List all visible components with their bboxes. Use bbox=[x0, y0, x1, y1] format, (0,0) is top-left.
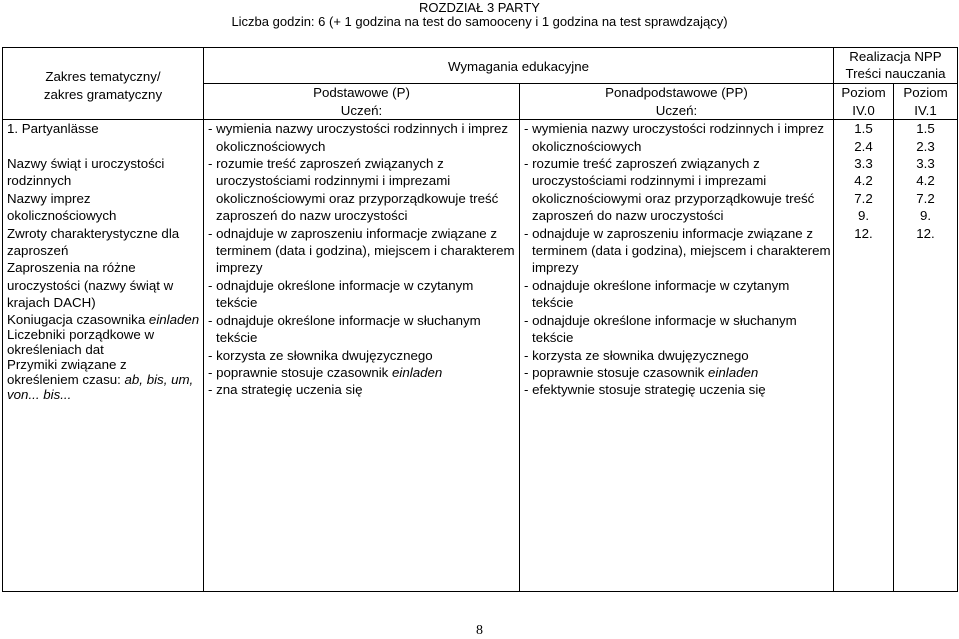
requirement-line: - efektywnie stosuje strategię uczenia się bbox=[524, 382, 766, 398]
requirement-line: - wymienia nazwy uroczystości rodzinnych i imprez bbox=[208, 121, 509, 137]
extended-level-header bbox=[520, 84, 834, 120]
topic-cell bbox=[3, 120, 204, 592]
requirement-line: zaproszeń do nazw uroczystości bbox=[532, 208, 724, 224]
level-code: 12. bbox=[916, 225, 935, 241]
requirement-line: - korzysta ze słownika dwujęzycznego bbox=[524, 347, 749, 363]
requirement-line: - wymienia nazwy uroczystości rodzinnych i imprez bbox=[524, 121, 825, 137]
requirement-line: - odnajduje określone informacje w słuchanym bbox=[208, 312, 481, 328]
level-b-code: IV.1 bbox=[914, 102, 937, 118]
extended-level-label: Ponadpodstawowe (PP) bbox=[605, 85, 748, 101]
npp-header-line2: Treści nauczania bbox=[845, 66, 946, 82]
topic-line: Nazwy świąt i uroczystości bbox=[7, 156, 165, 172]
level-b-header bbox=[894, 84, 958, 120]
level-code: 1.5 bbox=[916, 121, 935, 137]
requirement-line: terminem (data i godzina), miejscem i charakterem bbox=[532, 243, 831, 259]
table-header-row-1 bbox=[3, 48, 958, 84]
requirement-line: tekście bbox=[216, 330, 258, 346]
requirements-header: Wymagania edukacyjne bbox=[204, 48, 834, 84]
basic-level-label: Podstawowe (P) bbox=[313, 85, 410, 101]
level-code: 4.2 bbox=[854, 173, 873, 189]
requirement-line: imprezy bbox=[532, 260, 579, 276]
level-code: 7.2 bbox=[916, 190, 935, 206]
topic-column-header bbox=[3, 48, 204, 120]
topic-line: Nazwy imprez bbox=[7, 190, 91, 206]
basic-requirements-cell bbox=[204, 120, 520, 592]
requirement-line: zaproszeń do nazw uroczystości bbox=[216, 208, 408, 224]
topic-header-line1: Zakres tematyczny/ bbox=[45, 69, 161, 85]
level-a-code: IV.0 bbox=[852, 102, 875, 118]
requirement-line-verb bbox=[524, 364, 829, 381]
requirement-line: uroczystościami rodzinnymi i imprezami bbox=[216, 173, 451, 189]
level-a-label: Poziom bbox=[841, 85, 886, 101]
level-code: 2.3 bbox=[916, 138, 935, 154]
topic-line: krajach DACH) bbox=[7, 295, 96, 311]
content-row bbox=[3, 120, 958, 592]
level-a-cell bbox=[834, 120, 894, 592]
requirement-line: imprezy bbox=[216, 260, 263, 276]
level-code: 9. bbox=[919, 208, 932, 224]
requirement-line: okolicznościowymi oraz przyporządkowuje treść bbox=[532, 190, 815, 206]
requirement-line-verb bbox=[208, 364, 515, 381]
topic-line: Zaproszenia na różne bbox=[7, 260, 136, 276]
level-code: 12. bbox=[854, 225, 873, 241]
topic-line: określeniach dat bbox=[7, 341, 104, 357]
topic-line: Zwroty charakterystyczne dla bbox=[7, 225, 180, 241]
topic-line: uroczystości (nazwy świąt w bbox=[7, 277, 174, 293]
requirement-line: - odnajduje określone informacje w czytanym bbox=[524, 277, 790, 293]
npp-header bbox=[834, 48, 958, 84]
page-number: 8 bbox=[476, 623, 483, 638]
chapter-title: ROZDZIAŁ 3 PARTY bbox=[419, 0, 540, 15]
requirement-italic-word: einladen bbox=[708, 364, 759, 380]
requirement-line: terminem (data i godzina), miejscem i charakterem bbox=[216, 243, 515, 259]
requirement-line: okolicznościowych bbox=[216, 138, 326, 154]
topic-italic-word: ab, bis, um, bbox=[124, 371, 194, 387]
level-b-label: Poziom bbox=[903, 85, 948, 101]
topic-line-prepositions bbox=[7, 372, 199, 387]
topic-line: okolicznościowych bbox=[7, 208, 117, 224]
basic-level-header bbox=[204, 84, 520, 120]
requirement-line: tekście bbox=[532, 330, 574, 346]
topic-title: 1. Partyanlässe bbox=[7, 121, 99, 137]
level-code: 1.5 bbox=[854, 121, 873, 137]
topic-line: zaproszeń bbox=[7, 243, 69, 259]
topic-italic-word: einladen bbox=[148, 311, 200, 327]
level-code: 7.2 bbox=[854, 190, 873, 206]
topic-line: rodzinnych bbox=[7, 173, 72, 189]
requirement-line: - odnajduje określone informacje w czytanym bbox=[208, 277, 474, 293]
requirement-line: - poprawnie stosuje czasownik bbox=[208, 364, 393, 380]
requirement-line: okolicznościowymi oraz przyporządkowuje treść bbox=[216, 190, 499, 206]
extended-level-student: Uczeń: bbox=[655, 102, 698, 118]
level-code: 4.2 bbox=[916, 173, 935, 189]
topic-header-line2: zakres gramatyczny bbox=[43, 86, 163, 102]
hours-info: Liczba godzin: 6 (+ 1 godzina na test do samooceny i 1 godzina na test sprawdzający) bbox=[231, 14, 728, 29]
requirement-line: - poprawnie stosuje czasownik bbox=[524, 364, 709, 380]
topic-line: określeniem czasu: bbox=[7, 371, 125, 387]
requirement-line: - korzysta ze słownika dwujęzycznego bbox=[208, 347, 433, 363]
requirement-line: - rozumie treść zaproszeń związanych z bbox=[208, 156, 444, 172]
basic-level-student: Uczeń: bbox=[340, 102, 383, 118]
requirement-line: - odnajduje określone informacje w słuchanym bbox=[524, 312, 797, 328]
requirement-line: okolicznościowych bbox=[532, 138, 642, 154]
requirement-line: - rozumie treść zaproszeń związanych z bbox=[524, 156, 760, 172]
extended-requirements-cell bbox=[520, 120, 834, 592]
level-code: 3.3 bbox=[916, 156, 935, 172]
level-code: 3.3 bbox=[854, 156, 873, 172]
topic-line: Koniugacja czasownika bbox=[7, 311, 149, 327]
level-b-cell bbox=[894, 120, 958, 592]
requirement-line: tekście bbox=[532, 295, 574, 311]
level-a-header bbox=[834, 84, 894, 120]
topic-line-grammar bbox=[7, 312, 199, 327]
topic-line: Liczebniki porządkowe w bbox=[7, 326, 155, 342]
topic-line bbox=[7, 138, 199, 155]
requirement-line: - odnajduje w zaproszeniu informacje związane z bbox=[524, 225, 813, 241]
requirement-line: tekście bbox=[216, 295, 258, 311]
level-code: 9. bbox=[857, 208, 870, 224]
requirement-italic-word: einladen bbox=[392, 364, 443, 380]
requirement-line: - odnajduje w zaproszeniu informacje związane z bbox=[208, 225, 497, 241]
requirement-line: uroczystościami rodzinnymi i imprezami bbox=[532, 173, 767, 189]
requirements-table bbox=[2, 47, 958, 592]
requirement-line: - zna strategię uczenia się bbox=[208, 382, 363, 398]
level-code: 2.4 bbox=[854, 138, 873, 154]
npp-header-line1: Realizacja NPP bbox=[849, 49, 942, 64]
topic-line: von... bis... bbox=[7, 386, 72, 402]
topic-line: Przymiki związane z bbox=[7, 356, 127, 372]
